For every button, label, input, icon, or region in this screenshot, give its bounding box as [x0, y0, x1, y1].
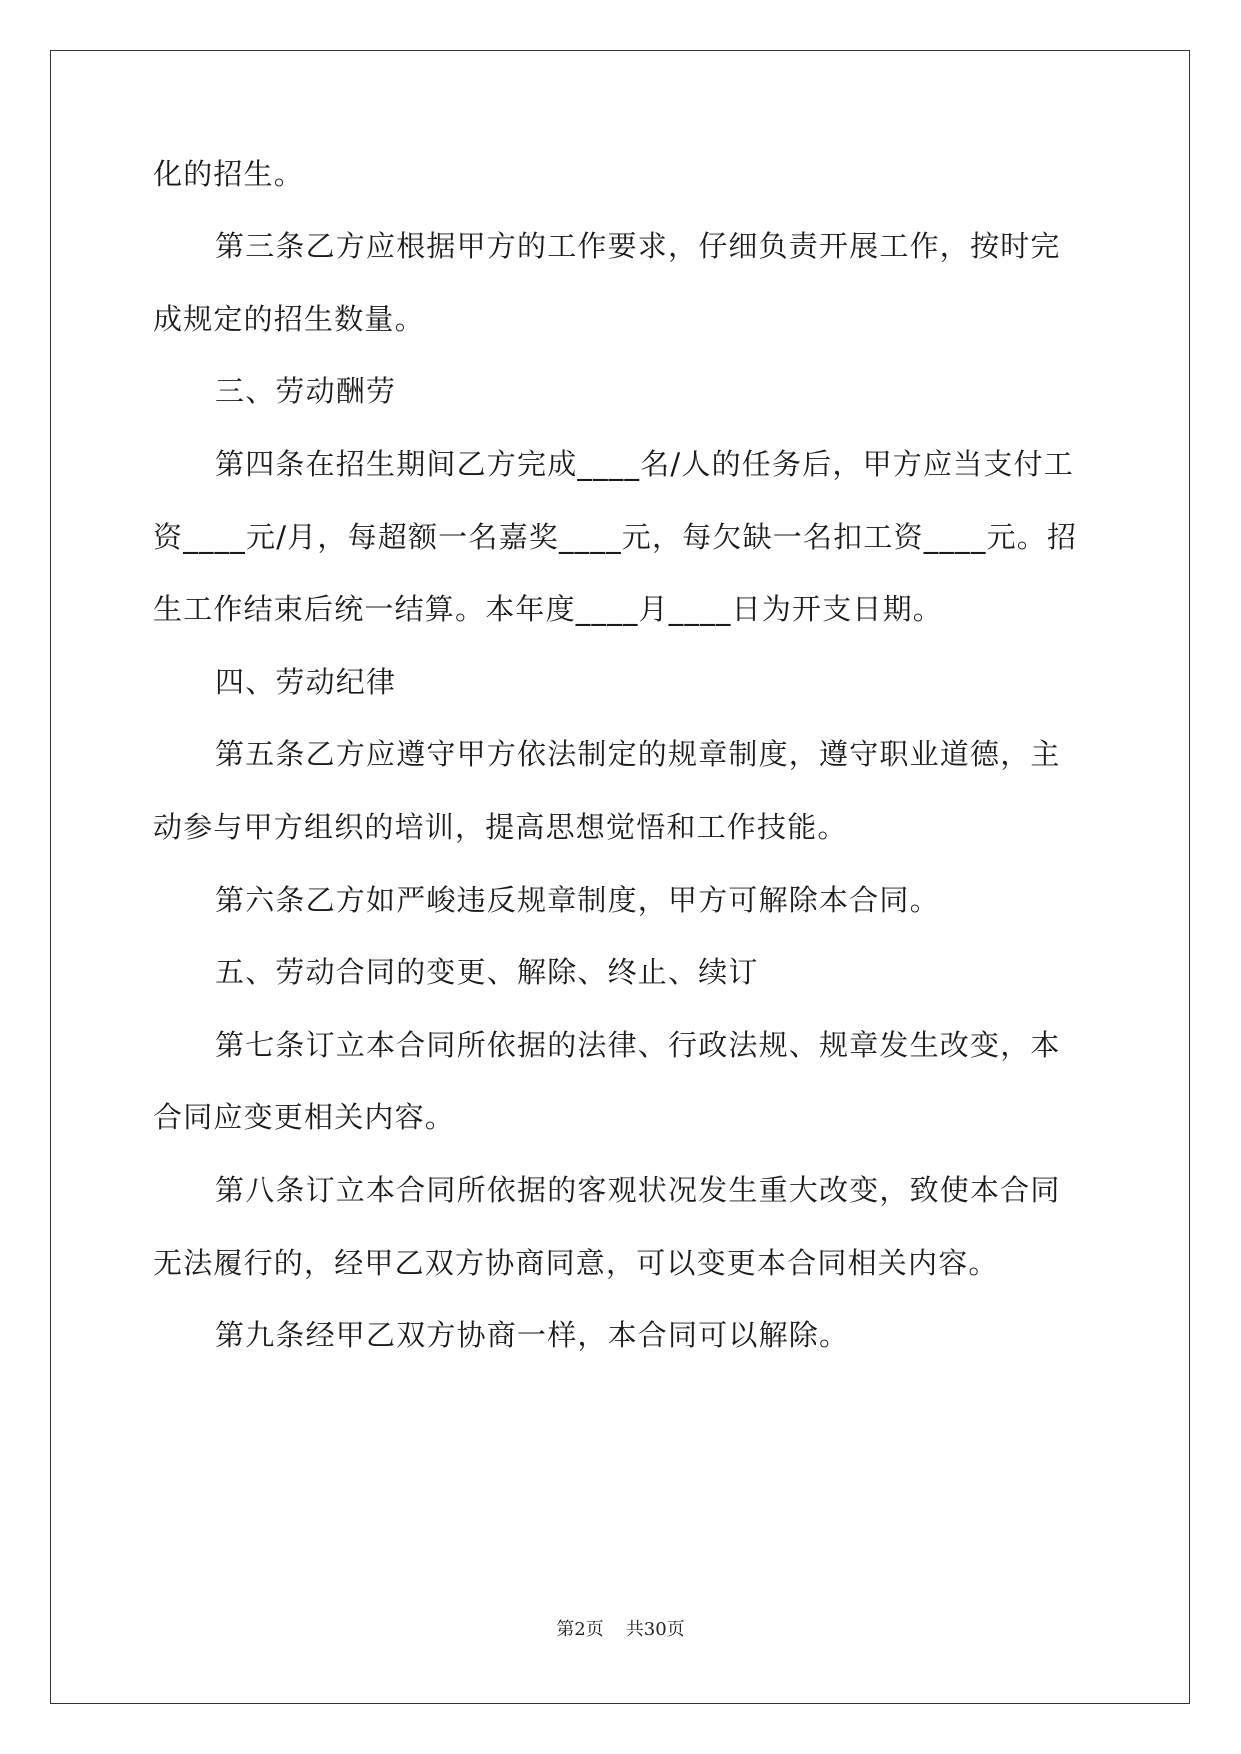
section-heading: 四、劳动纪律 [215, 665, 397, 699]
section-heading: 三、劳动酬劳 [215, 374, 397, 408]
text-line: 第四条在招生期间乙方完成____名/人的任务后，甲方应当支付工 [215, 447, 1074, 481]
text-line: 动参与甲方组织的培训，提高思想觉悟和工作技能。 [153, 810, 848, 844]
text-line: 第七条订立本合同所依据的法律、行政法规、规章发生改变，本 [215, 1028, 1061, 1062]
text-line: 第九条经甲乙双方协商一样，本合同可以解除。 [215, 1318, 850, 1352]
section-heading: 五、劳动合同的变更、解除、终止、续订 [215, 955, 759, 989]
page-border [50, 50, 1190, 1704]
text-line: 成规定的招生数量。 [153, 302, 425, 336]
text-line: 生工作结束后统一结算。本年度____月____日为开支日期。 [153, 592, 944, 626]
page-total: 共30页 [625, 1619, 685, 1640]
page-footer [0, 1621, 1241, 1639]
text-line: 化的招生。 [153, 157, 305, 191]
text-line: 第五条乙方应遵守甲方依法制定的规章制度，遵守职业道德，主 [215, 737, 1061, 771]
text-line: 无法履行的，经甲乙双方协商同意，可以变更本合同相关内容。 [153, 1246, 999, 1280]
text-line: 第三条乙方应根据甲方的工作要求，仔细负责开展工作，按时完 [215, 229, 1061, 263]
text-line: 合同应变更相关内容。 [153, 1100, 456, 1134]
page-number: 第2页 [556, 1619, 604, 1640]
text-line: 第八条订立本合同所依据的客观状况发生重大改变，致使本合同 [215, 1173, 1061, 1207]
text-line: 资____元/月，每超额一名嘉奖____元，每欠缺一名扣工资____元。招 [153, 520, 1078, 554]
text-line: 第六条乙方如严峻违反规章制度，甲方可解除本合同。 [215, 883, 940, 917]
